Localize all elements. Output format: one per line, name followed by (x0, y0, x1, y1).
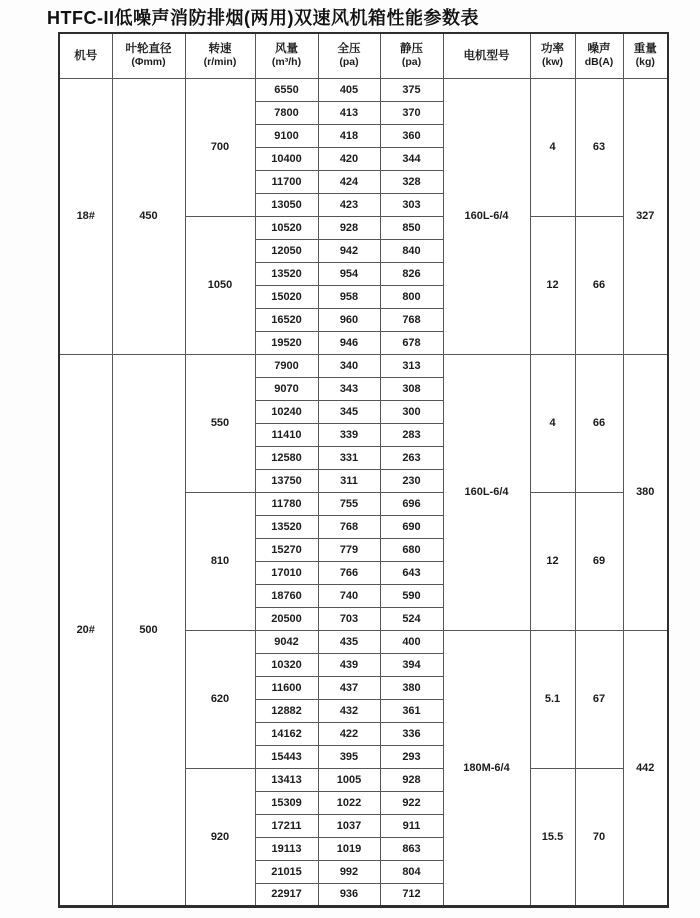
static-pressure-cell: 524 (380, 607, 443, 630)
air-volume-cell: 11600 (255, 676, 318, 699)
air-volume-cell: 13413 (255, 768, 318, 791)
static-pressure-cell: 375 (380, 78, 443, 101)
air-volume-cell: 9100 (255, 124, 318, 147)
header-impeller-diameter (112, 33, 185, 78)
header-label: 静压 (400, 43, 423, 55)
static-pressure-cell: 690 (380, 515, 443, 538)
air-volume-cell: 9042 (255, 630, 318, 653)
air-volume-cell: 19520 (255, 331, 318, 354)
static-pressure-cell: 263 (380, 446, 443, 469)
header-speed (185, 33, 255, 78)
total-pressure-cell: 422 (318, 722, 380, 745)
total-pressure-cell: 413 (318, 101, 380, 124)
unit-cell: 18# (59, 78, 112, 354)
total-pressure-cell: 779 (318, 538, 380, 561)
page-title: HTFC-II低噪声消防排烟(两用)双速风机箱性能参数表 (47, 8, 479, 28)
static-pressure-cell: 678 (380, 331, 443, 354)
static-pressure-cell: 303 (380, 193, 443, 216)
static-pressure-cell: 360 (380, 124, 443, 147)
table-row (59, 78, 668, 101)
header-label: 全压 (337, 43, 361, 55)
speed-cell: 550 (185, 354, 255, 492)
total-pressure-cell: 1005 (318, 768, 380, 791)
total-pressure-cell: 345 (318, 400, 380, 423)
static-pressure-cell: 370 (380, 101, 443, 124)
air-volume-cell: 11700 (255, 170, 318, 193)
static-pressure-cell: 336 (380, 722, 443, 745)
noise-cell: 70 (575, 768, 623, 906)
static-pressure-cell: 293 (380, 745, 443, 768)
header-label: 重量 (633, 43, 657, 55)
header-sublabel: (pa) (339, 56, 359, 69)
total-pressure-cell: 928 (318, 216, 380, 239)
total-pressure-cell: 946 (318, 331, 380, 354)
noise-cell: 66 (575, 354, 623, 492)
total-pressure-cell: 960 (318, 308, 380, 331)
total-pressure-cell: 1022 (318, 791, 380, 814)
motor-model-cell: 180M-6/4 (443, 630, 530, 906)
air-volume-cell: 10520 (255, 216, 318, 239)
weight-cell: 380 (623, 354, 668, 630)
header-noise (575, 33, 623, 78)
unit-cell: 20# (59, 354, 112, 906)
total-pressure-cell: 936 (318, 883, 380, 906)
air-volume-cell: 6550 (255, 78, 318, 101)
total-pressure-cell: 423 (318, 193, 380, 216)
air-volume-cell: 13050 (255, 193, 318, 216)
static-pressure-cell: 680 (380, 538, 443, 561)
weight-cell: 327 (623, 78, 668, 354)
air-volume-cell: 15309 (255, 791, 318, 814)
total-pressure-cell: 405 (318, 78, 380, 101)
speed-cell: 1050 (185, 216, 255, 354)
header-sublabel: dB(A) (584, 56, 614, 69)
total-pressure-cell: 435 (318, 630, 380, 653)
header-static-pressure (380, 33, 443, 78)
header-sublabel: (kg) (635, 56, 655, 69)
air-volume-cell: 10400 (255, 147, 318, 170)
static-pressure-cell: 922 (380, 791, 443, 814)
air-volume-cell: 18760 (255, 584, 318, 607)
air-volume-cell: 10240 (255, 400, 318, 423)
header-label: 转速 (208, 43, 232, 55)
power-cell: 12 (530, 216, 575, 354)
noise-cell: 66 (575, 216, 623, 354)
noise-cell: 63 (575, 78, 623, 216)
header-sublabel: (m³/h) (271, 56, 302, 69)
air-volume-cell: 15270 (255, 538, 318, 561)
header-label: 机号 (74, 49, 98, 62)
noise-cell: 67 (575, 630, 623, 768)
power-cell: 4 (530, 78, 575, 216)
header-sublabel: (r/min) (203, 56, 237, 69)
total-pressure-cell: 1037 (318, 814, 380, 837)
static-pressure-cell: 400 (380, 630, 443, 653)
impeller-diameter-cell: 450 (112, 78, 185, 354)
air-volume-cell: 15443 (255, 745, 318, 768)
air-volume-cell: 7900 (255, 354, 318, 377)
static-pressure-cell: 590 (380, 584, 443, 607)
header-sublabel: (kw) (542, 56, 563, 69)
total-pressure-cell: 424 (318, 170, 380, 193)
power-cell: 4 (530, 354, 575, 492)
static-pressure-cell: 328 (380, 170, 443, 193)
weight-cell: 442 (623, 630, 668, 906)
air-volume-cell: 22917 (255, 883, 318, 906)
air-volume-cell: 20500 (255, 607, 318, 630)
air-volume-cell: 10320 (255, 653, 318, 676)
static-pressure-cell: 283 (380, 423, 443, 446)
air-volume-cell: 13520 (255, 515, 318, 538)
motor-model-cell: 160L-6/4 (443, 354, 530, 630)
air-volume-cell: 7800 (255, 101, 318, 124)
air-volume-cell: 21015 (255, 860, 318, 883)
static-pressure-cell: 643 (380, 561, 443, 584)
static-pressure-cell: 712 (380, 883, 443, 906)
air-volume-cell: 15020 (255, 285, 318, 308)
air-volume-cell: 14162 (255, 722, 318, 745)
table-row (59, 354, 668, 377)
air-volume-cell: 12882 (255, 699, 318, 722)
header-unit (59, 33, 112, 78)
header-sublabel: (Φmm) (131, 56, 166, 69)
total-pressure-cell: 958 (318, 285, 380, 308)
static-pressure-cell: 394 (380, 653, 443, 676)
header-sublabel: (pa) (401, 56, 422, 69)
air-volume-cell: 13750 (255, 469, 318, 492)
total-pressure-cell: 942 (318, 239, 380, 262)
total-pressure-cell: 331 (318, 446, 380, 469)
air-volume-cell: 17010 (255, 561, 318, 584)
static-pressure-cell: 361 (380, 699, 443, 722)
noise-cell: 69 (575, 492, 623, 630)
static-pressure-cell: 928 (380, 768, 443, 791)
header-label: 叶轮直径 (125, 43, 172, 55)
total-pressure-cell: 766 (318, 561, 380, 584)
air-volume-cell: 16520 (255, 308, 318, 331)
header-label: 噪声 (587, 43, 611, 55)
total-pressure-cell: 311 (318, 469, 380, 492)
air-volume-cell: 12050 (255, 239, 318, 262)
static-pressure-cell: 863 (380, 837, 443, 860)
static-pressure-cell: 826 (380, 262, 443, 285)
static-pressure-cell: 911 (380, 814, 443, 837)
static-pressure-cell: 696 (380, 492, 443, 515)
total-pressure-cell: 439 (318, 653, 380, 676)
static-pressure-cell: 300 (380, 400, 443, 423)
impeller-diameter-cell: 500 (112, 354, 185, 906)
total-pressure-cell: 740 (318, 584, 380, 607)
header-motor-model (443, 33, 530, 78)
total-pressure-cell: 954 (318, 262, 380, 285)
speed-cell: 810 (185, 492, 255, 630)
air-volume-cell: 11780 (255, 492, 318, 515)
speed-cell: 700 (185, 78, 255, 216)
total-pressure-cell: 420 (318, 147, 380, 170)
static-pressure-cell: 768 (380, 308, 443, 331)
static-pressure-cell: 380 (380, 676, 443, 699)
total-pressure-cell: 343 (318, 377, 380, 400)
header-power (530, 33, 575, 78)
total-pressure-cell: 703 (318, 607, 380, 630)
total-pressure-cell: 432 (318, 699, 380, 722)
motor-model-cell: 160L-6/4 (443, 78, 530, 354)
header-label: 功率 (541, 43, 564, 55)
air-volume-cell: 9070 (255, 377, 318, 400)
total-pressure-cell: 418 (318, 124, 380, 147)
header-air-volume (255, 33, 318, 78)
total-pressure-cell: 992 (318, 860, 380, 883)
power-cell: 15.5 (530, 768, 575, 906)
static-pressure-cell: 800 (380, 285, 443, 308)
total-pressure-cell: 395 (318, 745, 380, 768)
static-pressure-cell: 308 (380, 377, 443, 400)
power-cell: 5.1 (530, 630, 575, 768)
static-pressure-cell: 850 (380, 216, 443, 239)
power-cell: 12 (530, 492, 575, 630)
static-pressure-cell: 840 (380, 239, 443, 262)
air-volume-cell: 13520 (255, 262, 318, 285)
total-pressure-cell: 437 (318, 676, 380, 699)
static-pressure-cell: 313 (380, 354, 443, 377)
static-pressure-cell: 344 (380, 147, 443, 170)
static-pressure-cell: 230 (380, 469, 443, 492)
header-weight (623, 33, 668, 78)
air-volume-cell: 11410 (255, 423, 318, 446)
total-pressure-cell: 768 (318, 515, 380, 538)
total-pressure-cell: 755 (318, 492, 380, 515)
header-label: 电机型号 (463, 49, 510, 62)
header-row (59, 33, 668, 78)
fan-performance-table (58, 32, 669, 908)
speed-cell: 920 (185, 768, 255, 906)
header-label: 风量 (275, 43, 298, 55)
header-total-pressure (318, 33, 380, 78)
static-pressure-cell: 804 (380, 860, 443, 883)
speed-cell: 620 (185, 630, 255, 768)
air-volume-cell: 19113 (255, 837, 318, 860)
air-volume-cell: 12580 (255, 446, 318, 469)
air-volume-cell: 17211 (255, 814, 318, 837)
total-pressure-cell: 1019 (318, 837, 380, 860)
total-pressure-cell: 339 (318, 423, 380, 446)
total-pressure-cell: 340 (318, 354, 380, 377)
